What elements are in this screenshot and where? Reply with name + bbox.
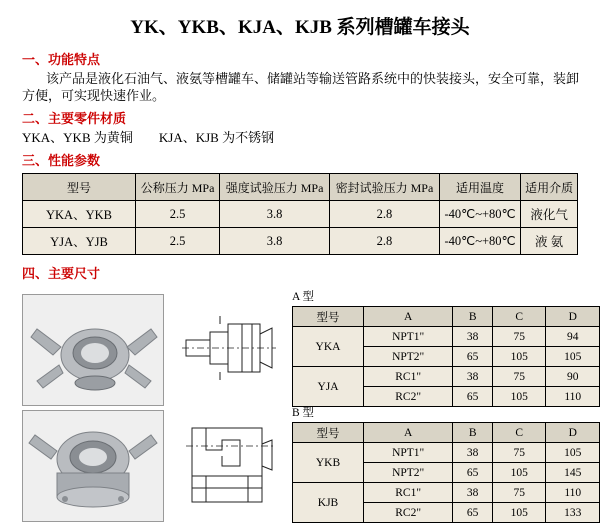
dim-a-cell: 38	[453, 327, 493, 347]
dim-b-cell: NPT2"	[364, 463, 453, 483]
dim-b-header-cell: A	[364, 423, 453, 443]
drawing-a-graphic	[176, 294, 280, 404]
dim-a-cell: 105	[493, 387, 546, 407]
features-paragraph: 该产品是液化石油气、液氨等槽罐车、储罐站等输送管路系统中的快装接头，安全可靠，装卸方便，可实现快速作业。	[22, 71, 580, 103]
dim-a-header-cell: C	[493, 307, 546, 327]
photo-b-graphic	[23, 411, 163, 521]
dim-a-cell: RC2"	[364, 387, 453, 407]
perf-cell: 3.8	[220, 228, 330, 255]
perf-cell: -40℃~+80℃	[439, 201, 520, 228]
perf-cell: YKA、YKB	[23, 201, 136, 228]
perf-header-cell: 公称压力 MPa	[136, 174, 220, 201]
dim-b-cell: RC2"	[364, 503, 453, 523]
perf-header-cell: 适用温度	[439, 174, 520, 201]
table-row	[293, 367, 600, 387]
dim-b-group-label: KJB	[293, 483, 364, 523]
dim-a-cell: 65	[453, 347, 493, 367]
dim-b-cell: NPT1"	[364, 443, 453, 463]
dim-table-a-caption: A 型	[292, 291, 315, 303]
performance-table	[22, 173, 578, 255]
dim-b-header-cell: C	[493, 423, 546, 443]
perf-cell: 3.8	[220, 201, 330, 228]
dim-b-cell: 75	[493, 443, 546, 463]
table-header-row	[293, 423, 600, 443]
section-heading-material: 二、主要零件材质	[22, 111, 127, 126]
dim-b-header-cell: B	[453, 423, 493, 443]
dim-b-cell: 38	[453, 443, 493, 463]
photo-a-graphic	[23, 295, 163, 405]
dim-b-cell: 38	[453, 483, 493, 503]
dim-a-group-label: YJA	[293, 367, 364, 407]
perf-cell: 液 氨	[521, 228, 578, 255]
perf-header-cell: 强度试验压力 MPa	[220, 174, 330, 201]
dim-a-cell: 75	[493, 367, 546, 387]
dim-b-cell: 65	[453, 463, 493, 483]
perf-cell: 2.8	[330, 228, 440, 255]
perf-cell: 2.5	[136, 201, 220, 228]
dim-a-cell: 90	[546, 367, 600, 387]
dim-a-cell: 110	[546, 387, 600, 407]
dim-b-cell: 145	[546, 463, 600, 483]
table-row	[293, 327, 600, 347]
dim-b-cell: 133	[546, 503, 600, 523]
dim-b-cell: 105	[546, 443, 600, 463]
dim-b-group-label: YKB	[293, 443, 364, 483]
dim-b-cell: 65	[453, 503, 493, 523]
table-row	[23, 201, 578, 228]
drawing-b-graphic	[176, 410, 280, 520]
dim-b-cell: 75	[493, 483, 546, 503]
dim-a-header-cell: 型号	[293, 307, 364, 327]
dim-a-cell: 105	[546, 347, 600, 367]
dim-b-cell: 105	[493, 503, 546, 523]
dim-a-group-label: YKA	[293, 327, 364, 367]
dim-b-header-cell: 型号	[293, 423, 364, 443]
table-header-row	[23, 174, 578, 201]
perf-header-cell: 适用介质	[521, 174, 578, 201]
dim-a-cell: 38	[453, 367, 493, 387]
photo-b	[22, 410, 164, 522]
dim-a-cell: 75	[493, 327, 546, 347]
dim-b-cell: 110	[546, 483, 600, 503]
dim-a-cell: 94	[546, 327, 600, 347]
drawing-a	[176, 294, 280, 404]
perf-cell: 2.8	[330, 201, 440, 228]
dim-b-header-cell: D	[546, 423, 600, 443]
dim-table-a-wrap	[292, 288, 600, 407]
dim-table-b-wrap	[292, 404, 600, 523]
dim-a-cell: NPT2"	[364, 347, 453, 367]
perf-cell: YJA、YJB	[23, 228, 136, 255]
dim-table-a	[292, 306, 600, 407]
page-title: YK、YKB、KJA、KJB 系列槽罐车接头	[130, 17, 470, 38]
drawing-b	[176, 410, 280, 520]
dim-a-cell: 65	[453, 387, 493, 407]
dim-a-cell: RC1"	[364, 367, 453, 387]
section-heading-performance: 三、性能参数	[22, 153, 101, 168]
photo-a	[22, 294, 164, 406]
section-heading-features: 一、功能特点	[22, 52, 101, 67]
perf-header-cell: 密封试验压力 MPa	[330, 174, 440, 201]
material-left-text: YKA、YKB 为黄铜	[22, 130, 133, 145]
table-row	[293, 483, 600, 503]
table-row	[23, 228, 578, 255]
material-line	[22, 129, 584, 146]
dim-a-header-cell: B	[453, 307, 493, 327]
dim-b-cell: RC1"	[364, 483, 453, 503]
dim-table-b-caption: B 型	[292, 407, 315, 419]
perf-cell: 2.5	[136, 228, 220, 255]
dim-b-cell: 105	[493, 463, 546, 483]
material-right-text: KJA、KJB 为不锈钢	[158, 130, 275, 145]
dim-a-cell: NPT1"	[364, 327, 453, 347]
perf-cell: 液化气	[521, 201, 578, 228]
dim-a-header-cell: D	[546, 307, 600, 327]
section-heading-dimensions: 四、主要尺寸	[22, 266, 101, 281]
table-header-row	[293, 307, 600, 327]
dim-table-b	[292, 422, 600, 523]
table-row	[293, 443, 600, 463]
dim-a-cell: 105	[493, 347, 546, 367]
dim-a-header-cell: A	[364, 307, 453, 327]
perf-cell: -40℃~+80℃	[439, 228, 520, 255]
perf-header-cell: 型号	[23, 174, 136, 201]
